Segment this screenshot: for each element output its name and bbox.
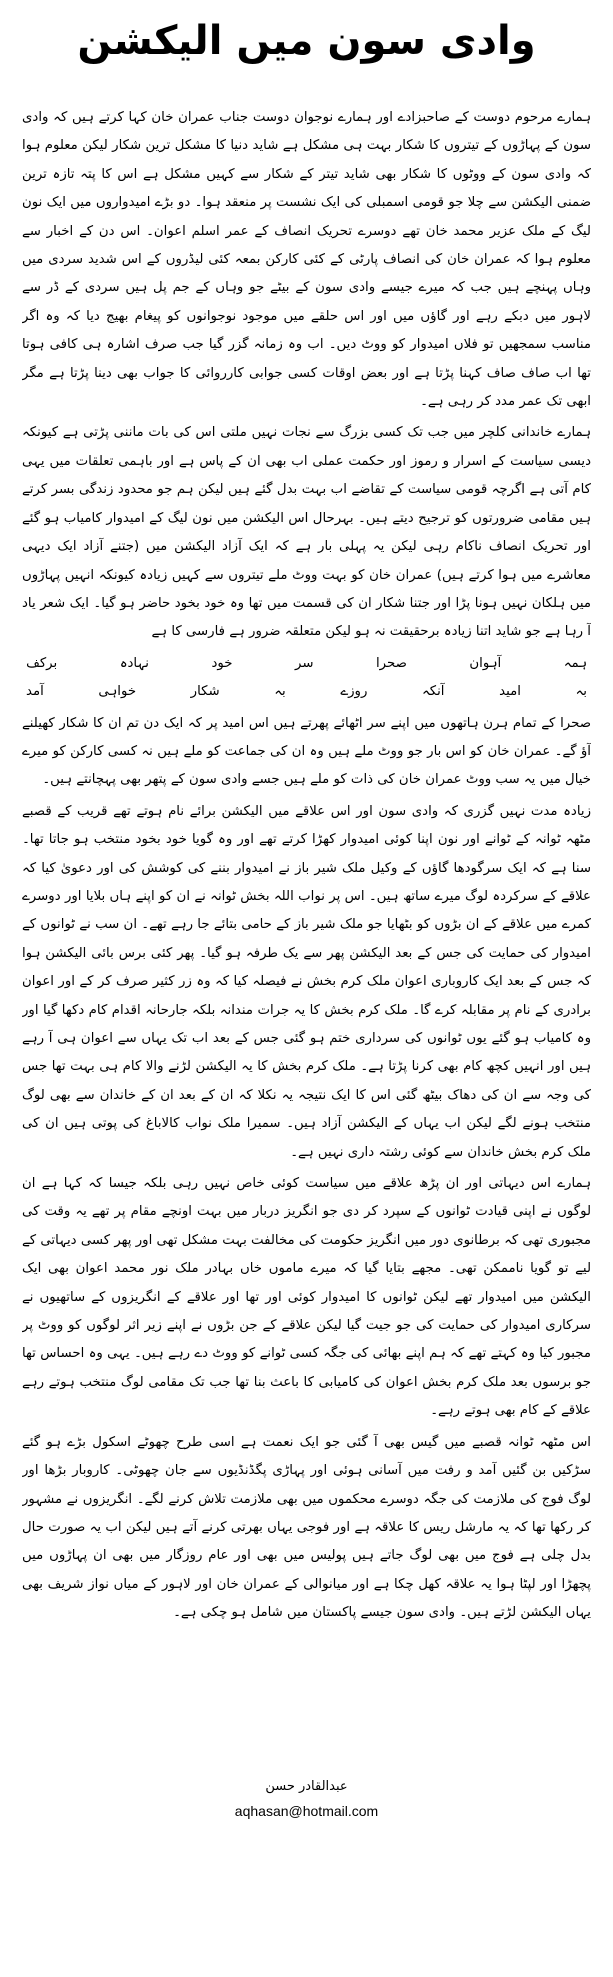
verse-word: ہمہ (563, 655, 587, 671)
verse-word: نہادہ (119, 655, 149, 671)
author-signature: عبدالقادر حسن (265, 1779, 348, 1794)
verse-word: خواہی (98, 684, 137, 700)
persian-verse (22, 650, 591, 707)
verse-word: سر (295, 655, 314, 671)
verse-line-2 (22, 678, 591, 706)
paragraph: زیادہ مدت نہیں گزری کہ وادی سون اور اس علاقے میں الیکشن برائے نام ہوتے تھے قریب کے قصبے مٹھہ ٹوانہ کے ٹوانے اور نون اپنا کوئی امیدوار کھڑا کرتے تھے اور وہ گویا خود بخود منتخب ہو جاتا تھا۔ سنا ہے کہ ایک سرگودھا گاؤں کے وکیل ملک شیر باز نے امیدوار بننے کی کوشش کی اور دعویٰ کیا کہ علاقے کے سرکردہ لوگ میرے ساتھ ہیں۔ اس پر نواب اللہ بخش ٹوانہ نے ان کو اپنے ہاں بلایا اور دوسرے کمرے میں علاقے کے ان بڑوں کو بٹھایا جو ملک شیر باز کے حامی بتائے جا رہے تھے۔ ان سب نے ٹوانوں کے امیدوار کی حمایت کی جس کے بعد الیکشن پھر سے یک طرفہ ہو گیا۔ پھر کئی برس بائی الیکشن ہوا کہ جس کے بعد ایک کاروباری اعوان ملک کرم بخش نے فیصلہ کیا کہ وہ زر کثیر صرف کر کے اور اعوان برادری کے نام پر مقابلہ کرے گا۔ ملک کرم بخش کا یہ جرات مندانہ بلکہ جارحانہ اقدام کام دکھا گیا اور وہ کامیاب ہو گئے یوں ٹوانوں کی سرداری ختم ہو گئی جس کے بعد اب تک یہاں سے اعوان ہی آ رہے ہیں اور انہیں کچھ کام بھی کرنا پڑتا ہے۔ ملک کرم بخش کا یہ الیکشن لڑنے والا کام ہی بہت تھا جس کی وجہ سے ان کی دھاک بیٹھ گئی اس کا ایک نتیجہ یہ نکلا کہ ان کے بعد ان کے خاندان سے بھی لوگ منتخب ہونے لگے لیکن اب یہاں کے الیکشن آزاد ہیں۔ سمیرا ملک نواب کالاباغ کی پوتی ہیں ان کی ملک کرم بخش خاندان سے کوئی رشتہ داری نہیں ہے۔ (22, 803, 591, 1160)
verse-line-1 (22, 650, 591, 678)
verse-word: آنکہ (421, 684, 445, 700)
paragraph: ہمارے مرحوم دوست کے صاحبزادے اور ہمارے نوجوان دوست جناب عمران خان کہا کرتے ہیں کہ وادی سون کے پہاڑوں کے تیتروں کا شکار بہت ہی مشکل ہے شاید دنیا کا مشکل ترین شکار لیکن معلوم ہوا کہ وادی سون کے ووٹوں کا شکار بھی شاید تیتر کے شکار سے کہیں مشکل ہے اس کا پتہ تازہ ترین ضمنی الیکشن سے چلا جو قومی اسمبلی کی ایک نشست پر منعقد ہوا۔ دو بڑے امیدواروں میں ایک نون لیگ کے ملک عزیر محمد خان تھے دوسرے تحریک انصاف کے عمر اسلم اعوان۔ اس دن کے اخبار سے معلوم ہوا کہ عمران خان کی انصاف پارٹی کے کئی کارکن بمعہ کئی لیڈروں کے اس شدید سردی میں وہاں پہنچے ہیں جب کہ میرے جیسے وادی سون کے بیٹے جو وہاں کے جم پل ہیں سردی کے ڈر سے لاہور میں دبکے رہے اور گاؤں میں اور اس حلقے میں موجود نوجوانوں کو پیغام بھیج دیا کہ وہ اگر مناسب سمجھیں تو فلاں امیدوار کو ووٹ دیں۔ اب وہ زمانہ گزر گیا جب صرف اشارہ ہی کافی ہوتا تھا اب صاف صاف کہنا پڑتا ہے اور بعض اوقات کسی جوابی کارروائی کا جواب بھی دینا پڑتا ہے مگر ابھی تک عمر مدد کر رہی ہے۔ (22, 110, 591, 410)
verse-word: بہ (575, 684, 587, 700)
paragraph: ہمارے خاندانی کلچر میں جب تک کسی بزرگ سے نجات نہیں ملتی اس کی بات ماننی پڑتی ہے کیونکہ دیسی سیاست کے اسرار و رموز اور حکمت عملی اب بھی ان کے پاس ہے اور باہمی تعلقات میں یہی کام آتی ہے اگرچہ قومی سیاست کے تقاضے اب بہت بدل گئے ہیں لیکن ہم جو محدود زندگی بسر کرتے ہیں مقامی ضرورتوں کو ترجیح دیتے ہیں۔ بہرحال اس الیکشن میں نون لیگ کے امیدوار کامیاب ہو گئے اور تحریک انصاف ناکام رہی لیکن یہ پہلی بار ہے کہ ایک آزاد الیکشن میں (جتنے آزاد ایک دیہی معاشرے میں ہوا کرتے ہیں) عمران خان کو بہت ووٹ ملے تیتروں سے کہیں زیادہ کیونکہ انہیں پہاڑوں میں ہلکان نہیں ہونا پڑا اور جتنا شکار ان کی قسمت میں تھا وہ خود بخود حاضر ہو گیا۔ ایک شعر یاد آ رہا ہے جو شاید اتنا زیادہ برحقیقت نہ ہو لیکن متعلقہ ضرور ہے فارسی کا ہے (22, 425, 591, 640)
article-title: وادی سون میں الیکشن (77, 18, 536, 64)
verse-word: شکار (190, 684, 220, 700)
verse-word: آہوان (469, 655, 502, 671)
verse-word: خود (211, 655, 233, 671)
author-email: aqhasan@hotmail.com (234, 1803, 379, 1819)
verse-word: صحرا (375, 655, 407, 671)
article-body (22, 104, 591, 1772)
paragraph: اس مٹھہ ٹوانہ قصبے میں گیس بھی آ گئی جو ایک نعمت ہے اسی طرح چھوٹے اسکول بڑے ہو گئے سڑکیں بن گئیں آمد و رفت میں آسانی ہوئی اور پہاڑی پگڈنڈیوں سے جان چھوٹی۔ کاروبار بڑھا اور لوگ فوج کی ملازمت کی جگہ دوسرے محکموں میں بھی ملازمت تلاش کرنے لگے۔ انگریزوں نے مشہور کر رکھا تھا کہ یہ مارشل ریس کا علاقہ ہے اور فوجی یہاں بھرتی کرنے آتے ہیں لیکن اب یہ صورت حال بدل چلی ہے فوج میں بھی لوگ جاتے ہیں پولیس میں بھی اور عام روزگار میں بھی ان پہاڑوں میں پچھڑا اور لپٹا ہوا یہ علاقہ کھل چکا ہے اور میانوالی کے عمران خان اور لاہور کے میاں نواز شریف بھی یہاں الیکشن لڑتے ہیں۔ وادی سون جیسے پاکستان میں شامل ہو چکی ہے۔ (22, 1434, 591, 1621)
verse-word: برکف (26, 655, 58, 671)
verse-word: بہ (274, 684, 286, 700)
paragraph: صحرا کے تمام ہرن ہاتھوں میں اپنے سر اٹھائے پھرتے ہیں اس امید پر کہ ایک دن تم ان کا شکار کھیلنے آؤ گے۔ عمران خان کو اس بار جو ووٹ ملے ہیں وہ ان کی جماعت کو ملے ہیں نہ کسی کارکن کو میرے خیال میں یہ سب ووٹ عمران خان کی ذات کو ملے ہیں جسے وادی سون کے پتھر بھی پہچانتے ہیں۔ (22, 715, 591, 788)
verse-word: آمد (26, 684, 44, 700)
verse-word: امید (499, 684, 521, 700)
verse-word: روزے (340, 684, 368, 700)
paragraph: ہمارے اس دیہاتی اور ان پڑھ علاقے میں سیاست کوئی خاص نہیں رہی بلکہ جیسا کہ کہا ہے ان لوگوں نے اپنی قیادت ٹوانوں کے سپرد کر دی جو انگریز دربار میں بہت اونچے مقام پر تھے یہ وقت کی مجبوری تھی کہ برطانوی دور میں انگریز حکومت کی مخالفت بہت مشکل تھی اور پھر کسی دیہاتی کے لیے تو گویا ناممکن تھی۔ مجھے بتایا گیا کہ میرے ماموں خاں بہادر ملک نور محمد اعوان بھی ایک الیکشن میں امیدوار تھے لیکن ٹوانوں کا امیدوار کوئی اور تھا اور علاقے کے انگریزوں کے ساتھیوں نے سرکاری امیدوار کی حمایت کی جو جیت گیا لیکن علاقے کے جن بڑوں نے اپنے زیر اثر لوگوں کو ووٹ پر مجبور کیا وہ کہتے تھے کہ ہم اپنے بھائی کی جگہ کسی ٹوانے کو ووٹ دے رہے ہیں۔ یہی وہ احساس تھا جو برسوں بعد ملک کرم بخش اعوان کی کامیابی کا باعث بنا تھا جب تک مقامی لوگ منتخب ہوتے رہے علاقے کے کام بھی ہوتے رہے۔ (22, 1176, 591, 1419)
